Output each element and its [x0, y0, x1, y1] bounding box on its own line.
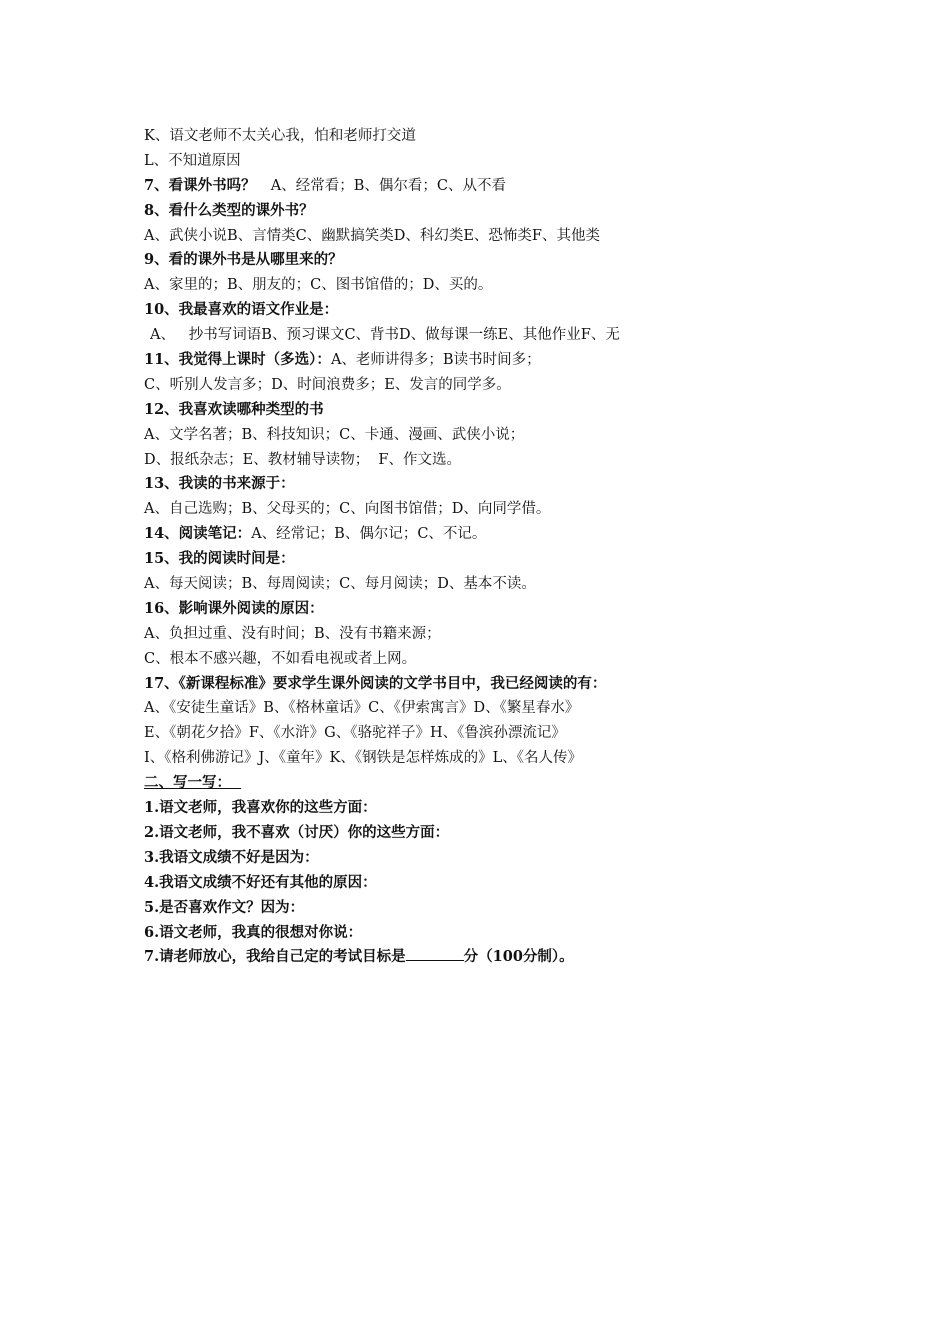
- question-14-text: 14、阅读笔记：: [144, 525, 252, 543]
- question-9-options: A、家里的；B、朋友的；C、图书馆借的；D、买的。: [144, 277, 493, 294]
- answer-option-l: L、不知道原因: [144, 152, 241, 169]
- question-12-options-b: D、报纸杂志；E、教材辅导读物； F、作文选。: [144, 451, 461, 468]
- write-prompt-7-pre: 7.请老师放心，我给自己定的考试目标是: [144, 948, 406, 966]
- question-17-options-a: A、《安徒生童话》B、《格林童话》C、《伊索寓言》D、《繁星春水》: [144, 700, 580, 717]
- question-11-options-a: A、老师讲得多；B读书时间多；: [330, 352, 541, 369]
- question-12: 12、我喜欢读哪种类型的书: [144, 400, 324, 418]
- question-7: [144, 174, 744, 199]
- question-11: [144, 348, 744, 373]
- question-8-options: A、武侠小说B、言情类C、幽默搞笑类D、科幻类E、恐怖类F、其他类: [144, 227, 600, 244]
- write-prompt-1: 1.语文老师，我喜欢你的这些方面：: [144, 799, 377, 817]
- section-2-heading: [144, 771, 744, 796]
- answer-option-k: K、语文老师不太关心我，怕和老师打交道: [144, 128, 416, 144]
- question-11-options-b: C、听别人发言多；D、时间浪费多；E、发言的同学多。: [144, 376, 511, 393]
- question-8: 8、看什么类型的课外书？: [144, 201, 314, 219]
- question-15: 15、我的阅读时间是：: [144, 550, 295, 568]
- question-11-text: 11、我觉得上课时（多选）：: [144, 351, 331, 369]
- question-14: [144, 522, 744, 547]
- question-13: 13、我读的书来源于：: [144, 475, 295, 493]
- question-10-options: A、 抄书写词语B、预习课文C、背书D、做每课一练E、其他作业F、无: [150, 327, 620, 344]
- question-16-options-a: A、负担过重、没有时间；B、没有书籍来源；: [144, 625, 441, 642]
- section-2-title: 二、写一写：: [144, 774, 231, 792]
- write-prompt-4: 4.我语文成绩不好还有其他的原因：: [144, 873, 377, 891]
- write-prompt-3: 3.我语文成绩不好是因为：: [144, 848, 319, 866]
- question-17-options-c: I、《格利佛游记》J、《童年》K、《钢铁是怎样炼成的》L、《名人传》: [144, 750, 582, 767]
- write-prompt-2: 2.语文老师，我不喜欢（讨厌）你的这些方面：: [144, 823, 450, 841]
- question-9: 9、看的课外书是从哪里来的？: [144, 251, 343, 269]
- write-prompt-7-post: 分（100分制）。: [463, 948, 574, 966]
- score-blank[interactable]: [406, 946, 464, 961]
- question-14-options: A、经常记；B、偶尔记；C、不记。: [251, 526, 487, 543]
- document-body: [144, 124, 744, 970]
- question-17: 17、《新课程标准》要求学生课外阅读的文学书目中，我已经阅读的有：: [144, 674, 607, 692]
- question-12-options-a: A、文学名著；B、科技知识；C、卡通、漫画、武侠小说；: [144, 426, 525, 443]
- question-16: 16、影响课外阅读的原因：: [144, 599, 324, 617]
- write-prompt-6: 6.语文老师，我真的很想对你说：: [144, 923, 363, 941]
- question-7-text: 7、看课外书吗？: [144, 176, 256, 194]
- question-13-options: A、自己选购；B、父母买的；C、向图书馆借；D、向同学借。: [144, 501, 551, 518]
- write-prompt-7: [144, 945, 744, 970]
- question-7-options: A、经常看；B、偶尔看；C、从不看: [270, 177, 506, 194]
- question-16-options-b: C、根本不感兴趣，不如看电视或者上网。: [144, 650, 417, 667]
- question-17-options-b: E、《朝花夕拾》F、《水浒》G、《骆驼祥子》H、《鲁滨孙漂流记》: [144, 725, 566, 742]
- write-prompt-5: 5.是否喜欢作文？因为：: [144, 898, 305, 916]
- question-10: 10、我最喜欢的语文作业是：: [144, 301, 339, 319]
- question-15-options: A、每天阅读；B、每周阅读；C、每月阅读；D、基本不读。: [144, 576, 536, 593]
